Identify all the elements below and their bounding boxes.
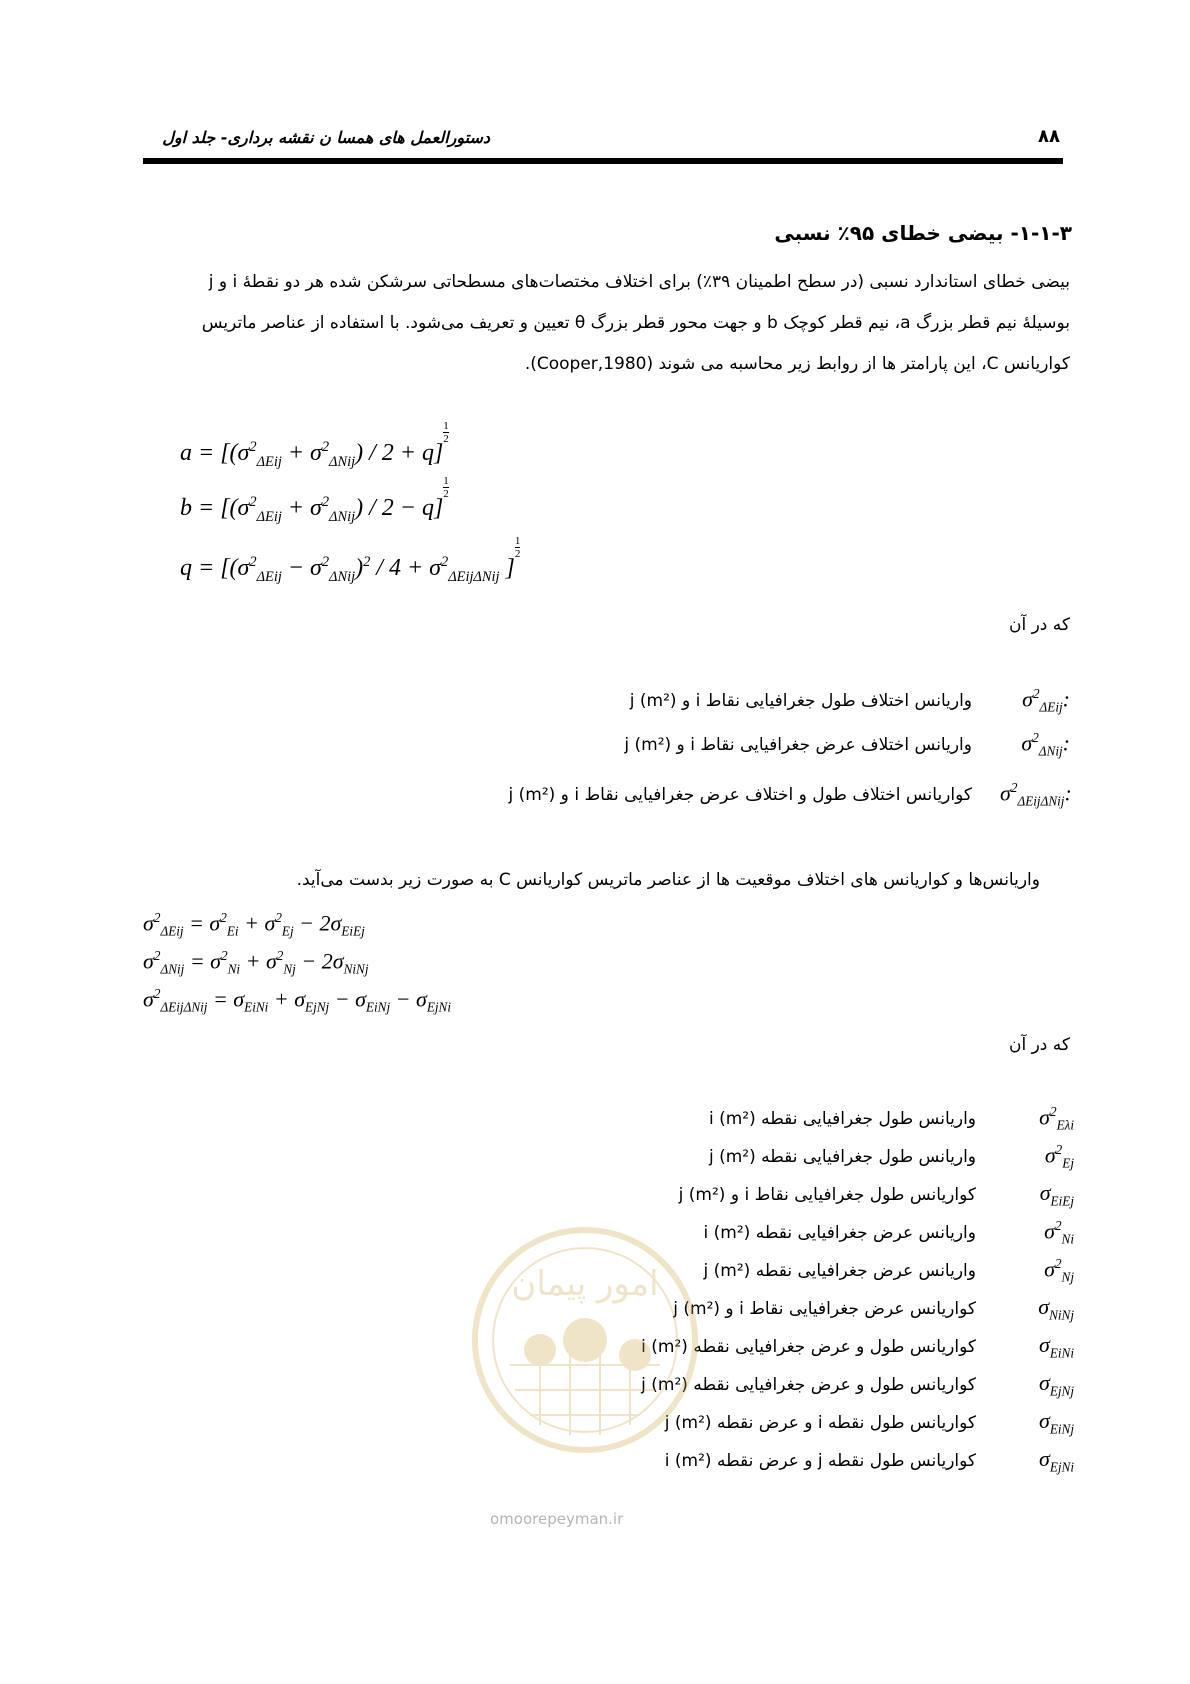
definition-text: واریانس اختلاف عرض جغرافیایی نقاط i و j (m²) <box>624 734 972 755</box>
watermark-logo-text: امور پیمان <box>511 1264 659 1304</box>
definition-text: واریانس طول جغرافیایی نقطه i (m²) <box>708 1108 976 1129</box>
def-row <box>704 1218 1074 1248</box>
watermark-site: omoorepeyman.ir <box>490 1510 624 1528</box>
def-row <box>630 686 1070 716</box>
definition-text: کواریانس طول جغرافیایی نقاط i و j (m²) <box>678 1184 976 1205</box>
equation-a: $a = [(\sigma^2_{\Delta Eij} + \sigma^2_{\Delta Nij}) / 2 + q]\frac{1}{2}$ <box>180 420 449 470</box>
intro-line-3: کواریانس C، این پارامتر ها از روابط زیر محاسبه می شوند (Cooper,1980). <box>524 354 1070 374</box>
intro-line-2: بوسیلهٔ نیم قطر بزرگ a، نیم قطر کوچک b و جهت محور قطر بزرگ θ تعیین و تعریف می‌شود. با استفاده از عناصر ماتریس <box>201 313 1070 333</box>
symbol: $\sigma^2_{E\lambda i}$ <box>1039 1104 1074 1133</box>
definition-text: واریانس طول جغرافیایی نقطه j (m²) <box>708 1146 976 1167</box>
symbol: $\sigma^2_{Ni}$ <box>1044 1218 1074 1247</box>
def-row <box>665 1446 1074 1475</box>
def-row <box>709 1104 1074 1134</box>
running-header-title: دستورالعمل های همسا ن نقشه برداری- جلد اول <box>162 128 490 147</box>
def-row <box>641 1332 1074 1361</box>
symbol: $\sigma^2_{\Delta Eij\Delta Nij}$: <box>1000 780 1072 809</box>
equation-var-dE: $\sigma^2_{\Delta Eij} = \sigma^2_{Ei} + \sigma^2_{Ej} - 2\sigma_{EiEj}$ <box>143 910 365 939</box>
equation-var-dN: $\sigma^2_{\Delta Nij} = \sigma^2_{Ni} + \sigma^2_{Nj} - 2\sigma_{NiNj}$ <box>143 948 369 977</box>
definition-text: کواریانس طول نقطه i و عرض نقطه j (m²) <box>664 1412 976 1433</box>
def-row <box>709 1142 1074 1172</box>
intro-line-1: بیضی خطای استاندارد نسبی (در سطح اطمینان ۳۹٪) برای اختلاف مختصات‌های مسطحاتی سرشکن شده هر دو نقطهٔ i و j <box>208 272 1070 292</box>
definition-text: کواریانس عرض جغرافیایی نقاط i و j (m²) <box>673 1298 976 1319</box>
symbol: $\sigma^2_{\Delta Eij}$: <box>1022 686 1070 715</box>
symbol: $\sigma^2_{Nj}$ <box>1044 1256 1074 1285</box>
symbol: $\sigma_{EjNi}$ <box>1038 1446 1074 1475</box>
definition-text: واریانس عرض جغرافیایی نقطه i (m²) <box>703 1222 976 1243</box>
symbol: $\sigma_{NiNj}$ <box>1038 1294 1074 1323</box>
def-row <box>641 1370 1074 1399</box>
def-row <box>665 1408 1074 1437</box>
equation-q: $q = [(\sigma^2_{\Delta Eij} - \sigma^2_{\Delta Nij})^2 / 4 + \sigma^2_{\Delta Eij\Delta Nij}$ ]$\frac{1}{2}$ <box>180 535 521 585</box>
symbol: $\sigma^2_{Ej}$ <box>1044 1142 1074 1171</box>
definition-text: کواریانس طول و عرض جغرافیایی نقطه j (m²) <box>641 1374 976 1395</box>
definition-text: کواریانس طول و عرض جغرافیایی نقطه i (m²) <box>641 1336 976 1357</box>
covariance-paragraph: واریانس‌ها و کواریانس های اختلاف موقعیت ها از عناصر ماتریس کواریانس C به صورت زیر بدست می‌آید. <box>296 870 1040 890</box>
definition-text: واریانس اختلاف طول جغرافیایی نقاط i و j (m²) <box>629 690 972 711</box>
watermark-logo-icon <box>470 1225 700 1455</box>
definition-text: واریانس عرض جغرافیایی نقطه j (m²) <box>703 1260 976 1281</box>
symbol: $\sigma_{EjNj}$ <box>1038 1370 1074 1399</box>
header-rule <box>143 158 1063 164</box>
page-number: ۸۸ <box>1038 126 1060 147</box>
def-row <box>673 1294 1074 1323</box>
where-label-1: که در آن <box>1008 615 1070 635</box>
equation-b: $b = [(\sigma^2_{\Delta Eij} + \sigma^2_{\Delta Nij}) / 2 - q]\frac{1}{2}$ <box>180 475 449 525</box>
section-title: ۱-۱-۳- بیضی خطای ۹۵٪ نسبی <box>774 221 1072 245</box>
definition-text: کواریانس اختلاف طول و اختلاف عرض جغرافیایی نقاط i و j (m²) <box>508 784 972 805</box>
def-row <box>679 1180 1074 1209</box>
where-label-2: که در آن <box>1008 1035 1070 1055</box>
equation-cov-dEdN: $\sigma^2_{\Delta Eij\Delta Nij} = \sigma_{EiNi} + \sigma_{EjNj} - \sigma_{EiNj} - \sigma_{EjNi}$ <box>143 986 452 1015</box>
def-row <box>509 780 1071 810</box>
symbol: $\sigma_{EiEj}$ <box>1039 1180 1074 1209</box>
symbol: $\sigma_{EiNi}$ <box>1038 1332 1074 1361</box>
symbol: $\sigma^2_{\Delta Nij}$: <box>1021 730 1070 759</box>
definition-text: کواریانس طول نقطه j و عرض نقطه i (m²) <box>664 1450 976 1471</box>
def-row <box>624 730 1070 760</box>
symbol: $\sigma_{EiNj}$ <box>1038 1408 1074 1437</box>
def-row <box>704 1256 1074 1286</box>
